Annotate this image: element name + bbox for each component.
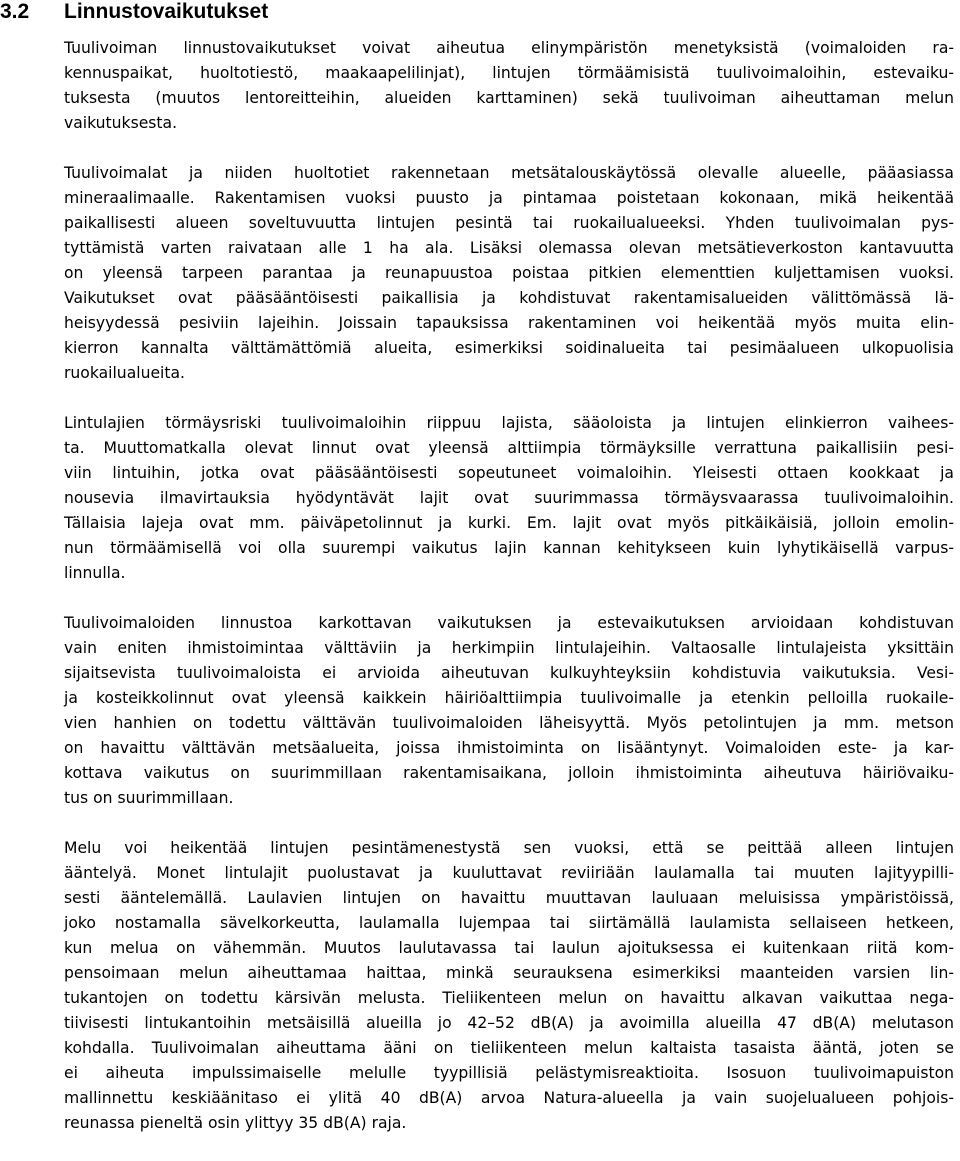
text-line: kierron kannalta välttämättömiä alueita, esimerkiksi soidinalueita tai pesimäalueen ulkopuolisia xyxy=(64,339,954,357)
text-line: ruokailualueita. xyxy=(64,364,186,382)
text-line: on havaittu välttävän metsäalueita, joissa ihmistoiminta on lisääntynyt. Voimaloiden este- ja kar- xyxy=(64,739,954,757)
text-line: tukantojen on todettu kärsivän melusta. Tieliikenteen melun on havaittu alkavan vaikuttaa nega- xyxy=(64,989,954,1007)
text-line: ta. Muuttomatkalla olevat linnut ovat yleensä alttiimpia törmäyksille verrattuna paikallisiin pesi- xyxy=(64,439,954,457)
text-line: Melu voi heikentää lintujen pesintämenestystä sen vuoksi, että se peittää alleen lintujen xyxy=(64,839,954,857)
text-line: pensoimaan melun aiheuttamaa haittaa, minkä seurauksena esimerkiksi maanteiden varsien lin- xyxy=(64,964,954,982)
text-line: ääntelyä. Monet lintulajit puolustavat ja kuuluttavat reviiriään laulamalla tai muuten lajityypilli- xyxy=(64,864,954,882)
text-line: ja kosteikkolinnut ovat yleensä kaikkein häiriöalttiimpia tuulivoimalle ja etenkin pelloilla ruokaile- xyxy=(64,689,954,707)
text-line: Tällaisia lajeja ovat mm. päiväpetolinnut ja kurki. Em. lajit ovat myös pitkäikäisiä, jolloin emolin- xyxy=(64,514,954,532)
paragraph xyxy=(64,836,954,1136)
text-line: sesti ääntelemällä. Laulavien lintujen on havaittu muuttavan lauluaan meluisissa ympäristöissä, xyxy=(64,889,954,907)
text-line: kun melua on vähemmän. Muutos laulutavassa tai laulun ajoituksessa ei kuitenkaan riitä kom- xyxy=(64,939,954,957)
section-title: Linnustovaikutukset xyxy=(64,0,269,23)
text-line: mineraalimaalle. Rakentamisen vuoksi puusto ja pintamaa poistetaan kokonaan, mikä heikentää xyxy=(64,189,954,207)
text-line: tus on suurimmillaan. xyxy=(64,789,234,807)
document-body xyxy=(64,36,954,1161)
text-line: nun törmäämisellä voi olla suurempi vaikutus lajin kannan kehitykseen kuin lyhytikäisellä varpus- xyxy=(64,539,954,557)
text-line: nousevia ilmavirtauksia hyödyntävät lajit ovat suurimmassa törmäysvaarassa tuulivoimaloihin. xyxy=(64,489,954,507)
text-line: paikallisesti alueen soveltuvuutta lintujen pesintä tai ruokailualueeksi. Yhden tuulivoimalan pys- xyxy=(64,214,954,232)
text-line: vain eniten ihmistoimintaa välttäviin ja herkimpiin lintulajeihin. Valtaosalle lintulajeista yksittäin xyxy=(64,639,954,657)
text-line: Tuulivoiman linnustovaikutukset voivat aiheutua elinympäristön menetyksistä (voimaloiden ra- xyxy=(64,39,954,57)
paragraph xyxy=(64,411,954,586)
paragraph xyxy=(64,161,954,386)
text-line: tuksesta (muutos lentoreitteihin, alueiden karttaminen) sekä tuulivoiman aiheuttaman melun xyxy=(64,89,954,107)
text-line: viin lintuihin, jotka ovat pääsääntöisesti sopeutuneet voimaloihin. Yleisesti ottaen kookkaat ja xyxy=(64,464,954,482)
text-line: Vaikutukset ovat pääsääntöisesti paikallisia ja kohdistuvat rakentamisalueiden välittömässä lä- xyxy=(64,289,954,307)
text-line: Tuulivoimalat ja niiden huoltotiet rakennetaan metsätalouskäytössä olevalle alueelle, pääasiassa xyxy=(64,164,954,182)
text-line: tiivisesti lintukantoihin metsäisillä alueilla jo 42–52 dB(A) ja avoimilla alueilla 47 dB(A) melutason xyxy=(64,1014,954,1032)
text-line: mallinnettu keskiäänitaso ei ylitä 40 dB(A) arvoa Natura-alueella ja vain suojelualueen pohjois- xyxy=(64,1089,954,1107)
text-line: linnulla. xyxy=(64,564,126,582)
text-line: Lintulajien törmäysriski tuulivoimaloihin riippuu lajista, sääoloista ja lintujen elinkierron vaihees- xyxy=(64,414,954,432)
text-line: ei aiheuta impulssimaiselle melulle tyypillisiä pelästymisreaktioita. Isosuon tuulivoimapuiston xyxy=(64,1064,954,1082)
text-line: joko nostamalla sävelkorkeutta, laulamalla lujempaa tai siirtämällä laulamista sellaiseen hetkeen, xyxy=(64,914,954,932)
text-line: Tuulivoimaloiden linnustoa karkottavan vaikutuksen ja estevaikutuksen arvioidaan kohdistuvan xyxy=(64,614,954,632)
text-line: kottava vaikutus on suurimmillaan rakentamisaikana, jolloin ihmistoiminta aiheutuva häiriövaiku- xyxy=(64,764,954,782)
paragraph xyxy=(64,36,954,136)
section-heading xyxy=(0,0,268,24)
text-line: sijaitsevista tuulivoimaloista ei arvioida aiheutuvan kulkuyhteyksiin kohdistuvia vaikutuksia. Vesi- xyxy=(64,664,954,682)
text-line: vien hanhien on todettu välttävän tuulivoimaloiden läheisyyttä. Myös petolintujen ja mm. metson xyxy=(64,714,954,732)
text-line: vaikutuksesta. xyxy=(64,114,178,132)
section-number: 3.2 xyxy=(0,0,30,23)
text-line: heisyydessä pesiviin lajeihin. Joissain tapauksissa rakentaminen voi heikentää myös muita elin- xyxy=(64,314,954,332)
text-line: reunassa pieneltä osin ylittyy 35 dB(A) raja. xyxy=(64,1114,407,1132)
paragraph xyxy=(64,611,954,811)
text-line: kohdalla. Tuulivoimalan aiheuttama ääni on tieliikenteen melun kaltaista tasaista ääntä, joten se xyxy=(64,1039,954,1057)
text-line: on yleensä tarpeen parantaa ja reunapuustoa poistaa pitkien elementtien kuljettamisen vuoksi. xyxy=(64,264,954,282)
text-line: kennuspaikat, huoltotiestö, maakaapelilinjat), lintujen törmäämisistä tuulivoimaloihin, estevaiku- xyxy=(64,64,954,82)
text-line: tyttämistä varten raivataan alle 1 ha ala. Lisäksi olemassa olevan metsätieverkoston kantavuutta xyxy=(64,239,954,257)
